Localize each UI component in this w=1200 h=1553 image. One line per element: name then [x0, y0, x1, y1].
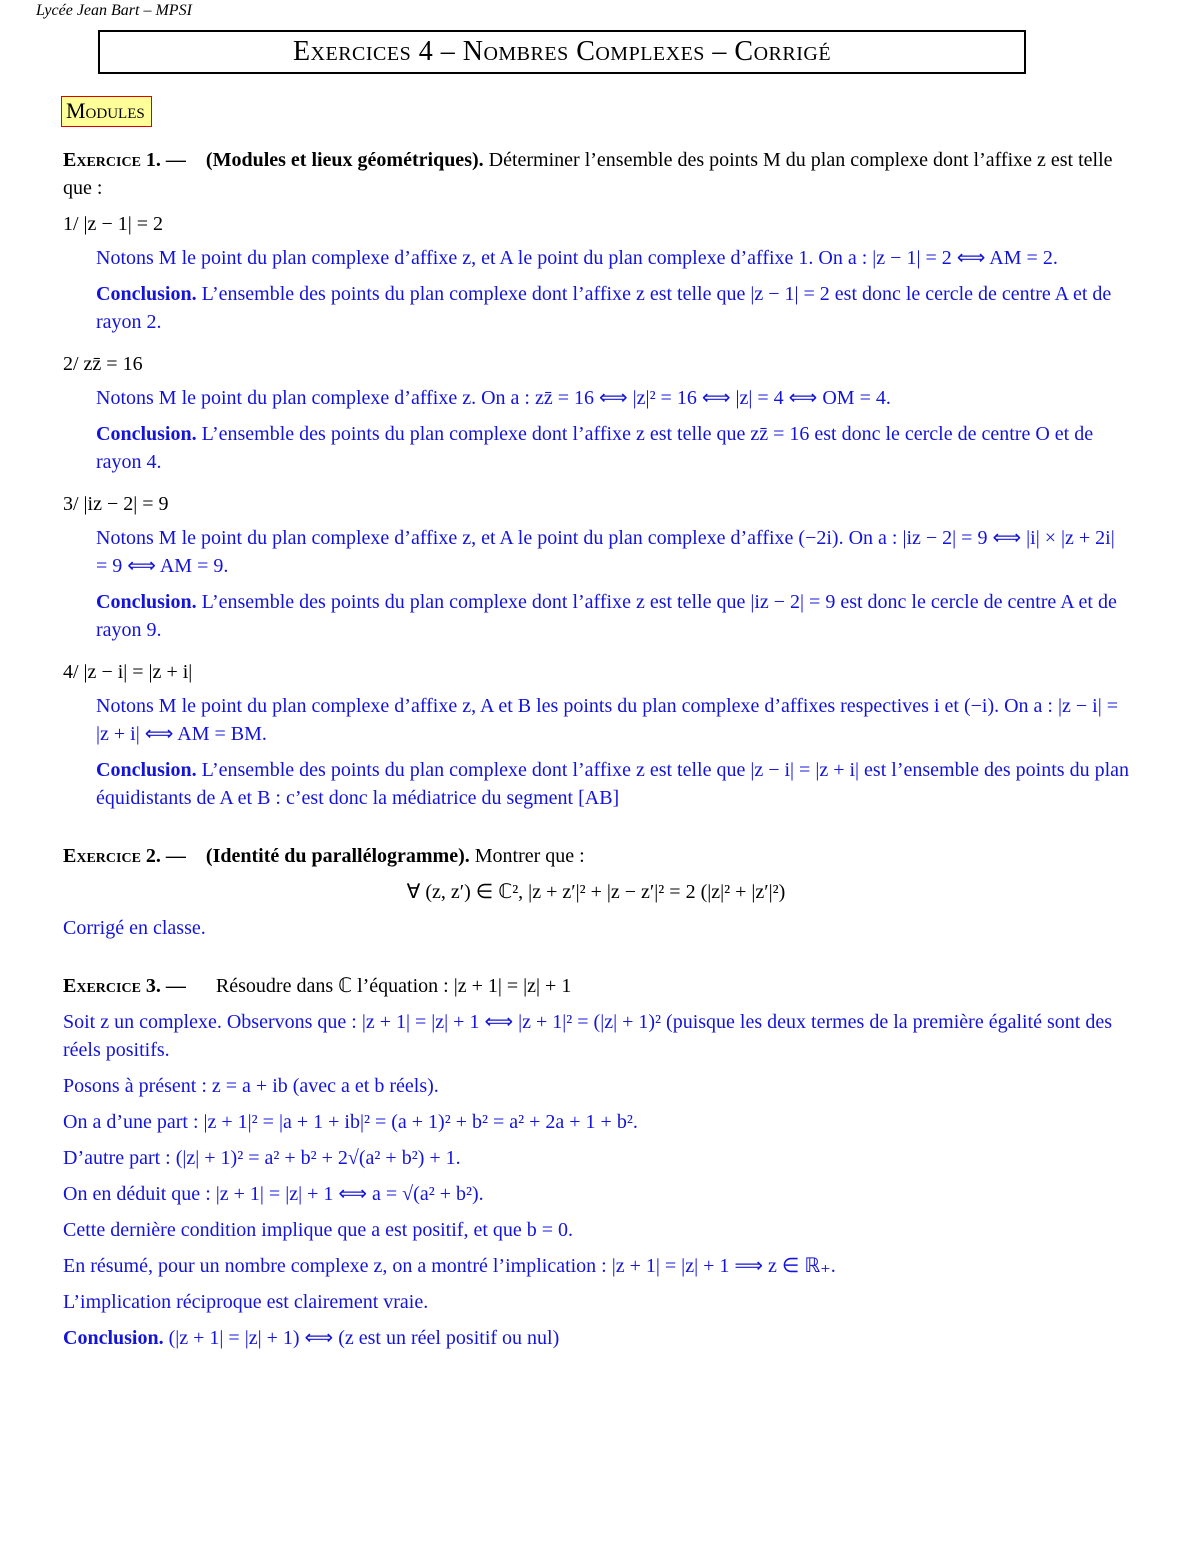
answer: Notons M le point du plan complexe d’affixe z. On a : zz̄ = 16 ⟺ |z|² = 16 ⟺ |z| = 4 ⟺ OM = 4.	[96, 387, 891, 409]
answer: Notons M le point du plan complexe d’affixe z, A et B les points du plan complexe d’affixes respectives i et (−i). On a : |z − i| = |z + i| ⟺ AM = BM.	[96, 695, 1118, 745]
exercise-1-item	[63, 490, 1129, 644]
conclusion-label: Conclusion.	[96, 591, 197, 613]
conclusion-text: L’ensemble des points du plan complexe dont l’affixe z est telle que |z − i| = |z + i| est l’ensemble des points du plan équidistants de A et B : c’est donc la médiatrice du segment [AB]	[96, 759, 1130, 809]
conclusion	[96, 756, 1129, 812]
exercise-1-item	[63, 658, 1129, 812]
solution-line: D’autre part : (|z| + 1)² = a² + b² + 2√(a² + b²) + 1.	[63, 1147, 461, 1169]
answer: Notons M le point du plan complexe d’affixe z, et A le point du plan complexe d’affixe 1. On a : |z − 1| = 2 ⟺ AM = 2.	[96, 247, 1058, 269]
conclusion-text: (|z + 1| = |z| + 1) ⟺ (z est un réel positif ou nul)	[163, 1327, 560, 1349]
exercise-3-intro: Résoudre dans ℂ l’équation : |z + 1| = |z| + 1	[210, 975, 572, 997]
content	[63, 146, 1129, 1360]
solution-line: On a d’une part : |z + 1|² = |a + 1 + ib|² = (a + 1)² + b² = a² + 2a + 1 + b².	[63, 1111, 638, 1133]
page-header: Lycée Jean Bart – MPSI	[36, 2, 192, 19]
solution-line: Soit z un complexe. Observons que : |z + 1| = |z| + 1 ⟺ |z + 1|² = (|z| + 1)² (puisque les deux termes de la première égalité sont des réels positifs.	[63, 1011, 1112, 1061]
conclusion	[96, 420, 1129, 476]
exercise-1-statement	[63, 146, 1129, 202]
section-heading: Modules	[61, 96, 152, 127]
conclusion-label: Conclusion.	[63, 1327, 164, 1349]
exercise-3-statement	[63, 972, 1129, 1000]
exercise-1-head: Exercice 1. —	[63, 149, 186, 171]
exercise-1-item	[63, 210, 1129, 336]
conclusion-text: L’ensemble des points du plan complexe dont l’affixe z est telle que zz̄ = 16 est donc le cercle de centre O et de rayon 4.	[96, 423, 1094, 473]
page-title: Exercices 4 – Nombres Complexes – Corrigé	[292, 36, 832, 67]
exercise-1-item	[63, 350, 1129, 476]
conclusion	[96, 280, 1129, 336]
exercise-3-head: Exercice 3. —	[63, 975, 186, 997]
solution-line: Cette dernière condition implique que a est positif, et que b = 0.	[63, 1219, 574, 1241]
exercise-2-answer: Corrigé en classe.	[63, 917, 206, 939]
exercise-3-conclusion	[63, 1324, 1129, 1352]
question: 3/ |iz − 2| = 9	[63, 493, 169, 515]
answer: Notons M le point du plan complexe d’affixe z, et A le point du plan complexe d’affixe (−2i). On a : |iz − 2| = 9 ⟺ |i| × |z + 2i| = 9 ⟺ AM = 9.	[96, 527, 1115, 577]
exercise-2-statement	[63, 842, 1129, 870]
solution-line: En résumé, pour un nombre complexe z, on a montré l’implication : |z + 1| = |z| + 1 ⟹ z ∈ ℝ₊.	[63, 1255, 836, 1277]
exercise-1-subtitle: (Modules et lieux géométriques).	[205, 149, 484, 171]
solution-line: On en déduit que : |z + 1| = |z| + 1 ⟺ a = √(a² + b²).	[63, 1183, 484, 1205]
conclusion-label: Conclusion.	[96, 283, 197, 305]
conclusion	[96, 588, 1129, 644]
question: 4/ |z − i| = |z + i|	[63, 661, 193, 683]
question: 1/ |z − 1| = 2	[63, 213, 163, 235]
conclusion-text: L’ensemble des points du plan complexe dont l’affixe z est telle que |iz − 2| = 9 est donc le cercle de centre A et de rayon 9.	[96, 591, 1117, 641]
conclusion-text: L’ensemble des points du plan complexe dont l’affixe z est telle que |z − 1| = 2 est donc le cercle de centre A et de rayon 2.	[96, 283, 1112, 333]
exercise-2-head: Exercice 2. —	[63, 845, 186, 867]
exercise-2-subtitle: (Identité du parallélogramme).	[205, 845, 470, 867]
solution-line: Posons à présent : z = a + ib (avec a et b réels).	[63, 1075, 439, 1097]
question: 2/ zz̄ = 16	[63, 353, 143, 375]
solution-line: L’implication réciproque est clairement vraie.	[63, 1291, 429, 1313]
exercise-2-formula: ∀ (z, z′) ∈ ℂ², |z + z′|² + |z − z′|² = 2 (|z|² + |z′|²)	[406, 881, 786, 903]
exercise-1-intro: Déterminer l’ensemble des points M du plan complexe dont l’affixe z est telle que :	[63, 149, 1113, 199]
title-box	[98, 30, 1026, 74]
exercise-2-intro: Montrer que :	[469, 845, 585, 867]
conclusion-label: Conclusion.	[96, 759, 197, 781]
conclusion-label: Conclusion.	[96, 423, 197, 445]
